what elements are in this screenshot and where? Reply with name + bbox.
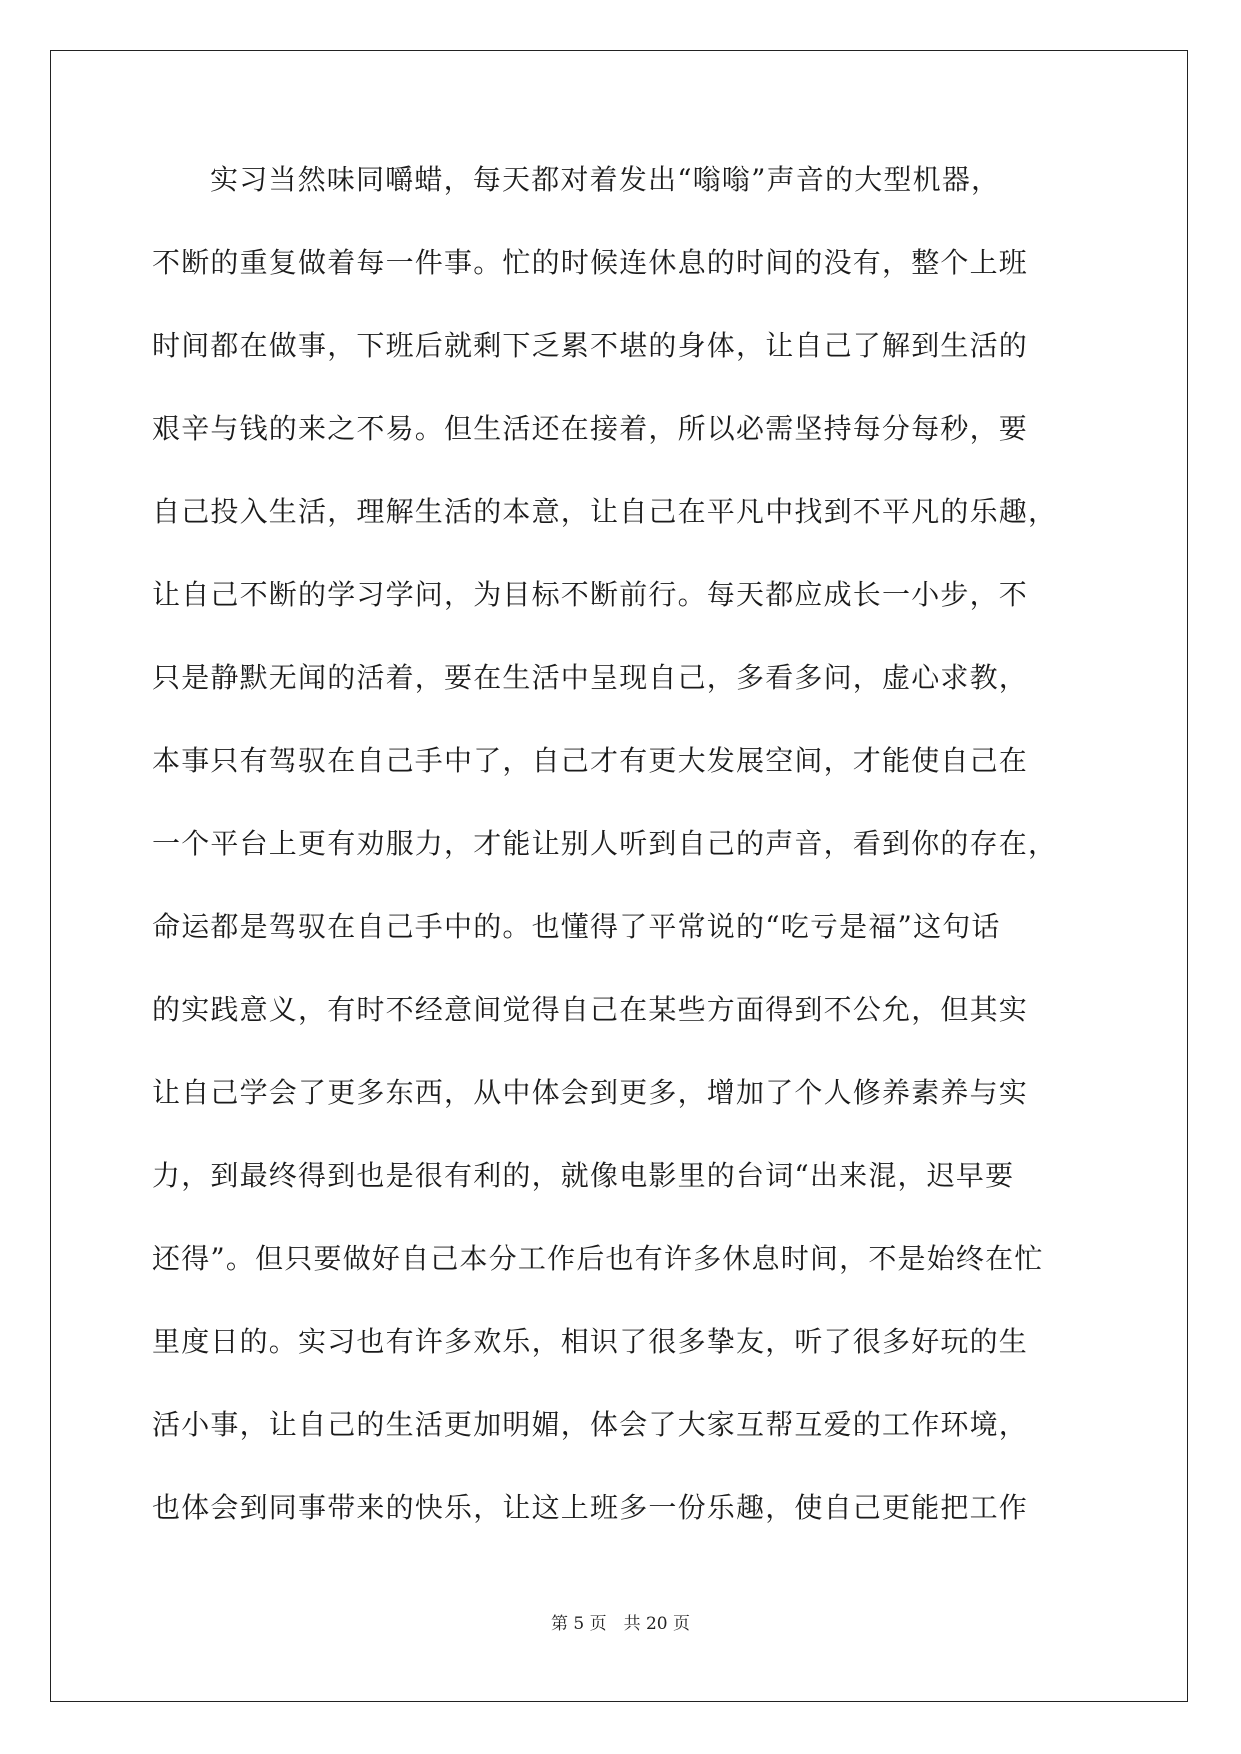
text-line: 还得”。但只要做好自己本分工作后也有许多休息时间，不是始终在忙 — [152, 1242, 1044, 1275]
text-line: 时间都在做事，下班后就剩下乏累不堪的身体，让自己了解到生活的 — [152, 329, 1029, 362]
text-line: 一个平台上更有劝服力，才能让别人听到自己的声音，看到你的存在， — [152, 827, 1058, 860]
text-line: 实习当然味同嚼蜡，每天都对着发出“嗡嗡”声音的大型机器， — [210, 163, 1001, 196]
text-line: 让自己学会了更多东西，从中体会到更多，增加了个人修养素养与实 — [152, 1076, 1029, 1109]
text-line: 本事只有驾驭在自己手中了，自己才有更大发展空间，才能使自己在 — [152, 744, 1029, 777]
text-line: 的实践意义，有时不经意间觉得自己在某些方面得到不公允，但其实 — [152, 993, 1029, 1026]
body-paragraph — [152, 160, 1092, 1571]
text-line: 只是静默无闻的活着，要在生活中呈现自己，多看多问，虚心求教， — [152, 661, 1029, 694]
page-number-footer: 第 5 页 共 20 页 — [550, 1614, 691, 1634]
text-line: 也体会到同事带来的快乐，让这上班多一份乐趣，使自己更能把工作 — [152, 1491, 1029, 1524]
text-line: 活小事，让自己的生活更加明媚，体会了大家互帮互爱的工作环境， — [152, 1408, 1029, 1441]
text-line: 不断的重复做着每一件事。忙的时候连休息的时间的没有，整个上班 — [152, 246, 1029, 279]
text-line: 力，到最终得到也是很有利的，就像电影里的台词“出来混，迟早要 — [152, 1159, 1015, 1192]
text-line: 自己投入生活，理解生活的本意，让自己在平凡中找到不平凡的乐趣， — [152, 495, 1058, 528]
text-line: 艰辛与钱的来之不易。但生活还在接着，所以必需坚持每分每秒，要 — [152, 412, 1029, 445]
text-line: 里度日的。实习也有许多欢乐，相识了很多挚友，听了很多好玩的生 — [152, 1325, 1029, 1358]
text-line: 命运都是驾驭在自己手中的。也懂得了平常说的“吃亏是福”这句话 — [152, 910, 1001, 943]
text-line: 让自己不断的学习学问，为目标不断前行。每天都应成长一小步，不 — [152, 578, 1029, 611]
